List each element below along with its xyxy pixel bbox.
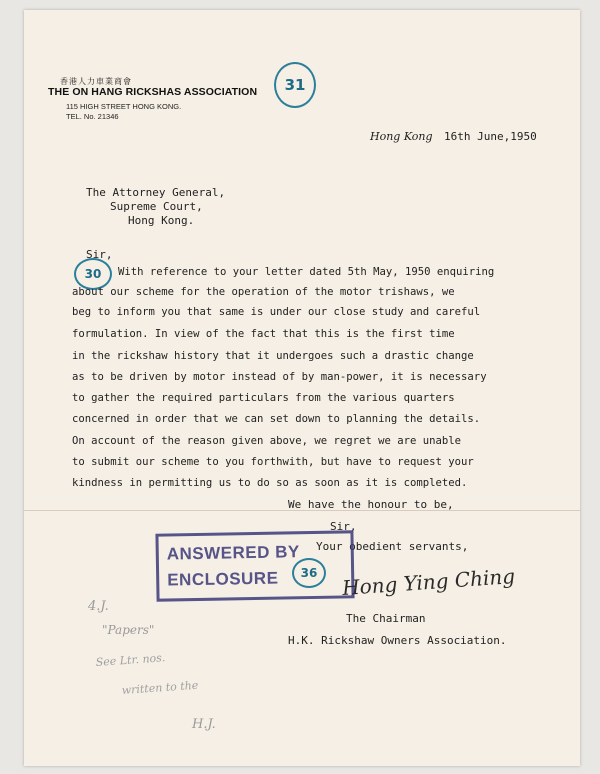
pencil-note-4: written to the (121, 678, 199, 697)
body-line: to gather the required particulars from the various quarters (72, 392, 455, 404)
body-line: kindness in permitting us to do so as soon as it is completed. (72, 477, 468, 489)
stamp-number: 36 (300, 566, 318, 580)
salutation: Sir, (86, 248, 113, 261)
closing-line-1: We have the honour to be, (288, 498, 454, 511)
recipient-line-1: The Attorney General, (86, 186, 226, 199)
recipient-line-3: Hong Kong. (128, 214, 195, 227)
letterhead-address: 115 HIGH STREET HONG KONG. (66, 102, 182, 111)
body-line: about our scheme for the operation of the motor trishaws, we (72, 286, 455, 298)
folio-number: 31 (284, 76, 306, 94)
margin-number: 30 (84, 267, 102, 281)
body-line: On account of the reason given above, we regret we are unable (72, 435, 462, 447)
pencil-initials: H.J. (192, 717, 216, 732)
stamp-line-2: ENCLOSURE (167, 568, 279, 590)
stamp-number-circle (292, 558, 326, 588)
body-line: in the rickshaw history that it undergoes such a drastic change (72, 350, 474, 362)
pencil-notes-scribble (80, 590, 310, 750)
body-line: beg to inform you that same is under our close study and careful (72, 306, 481, 318)
pencil-note-1: 4.J. (88, 599, 109, 614)
recipient-line-2: Supreme Court, (110, 200, 203, 213)
signatory-organization: H.K. Rickshaw Owners Association. (288, 634, 507, 647)
closing-line-3: Your obedient servants, (316, 540, 469, 553)
handwritten-signature: Hong Ying Ching (341, 563, 516, 601)
letterhead-chinese-name: 香港人力車業商會 (60, 77, 132, 86)
folio-number-circle (274, 62, 316, 108)
body-line: as to be driven by motor instead of by man-power, it is necessary (72, 371, 487, 383)
body-line: concerned in order that we can set down to planning the details. (72, 413, 481, 425)
body-line: formulation. In view of the fact that this is the first time (72, 328, 455, 340)
letterhead-name: THE ON HANG RICKSHAS ASSOCIATION (48, 86, 258, 98)
body-line: With reference to your letter dated 5th May, 1950 enquiring (118, 266, 495, 278)
stamp-line-1: ANSWERED BY (166, 542, 300, 564)
body-line: to submit our scheme to you forthwith, but have to request your (72, 456, 474, 468)
closing-line-2: Sir, (330, 520, 357, 533)
letterhead-tel: TEL. No. 21346 (66, 112, 119, 121)
pencil-note-2: "Papers" (102, 623, 155, 637)
letter-page (24, 10, 580, 766)
signatory-title: The Chairman (346, 612, 426, 625)
pencil-note-3: See Ltr. nos. (95, 651, 166, 669)
date-city: Hong Kong (370, 130, 433, 143)
letter-date: 16th June,1950 (444, 130, 537, 143)
